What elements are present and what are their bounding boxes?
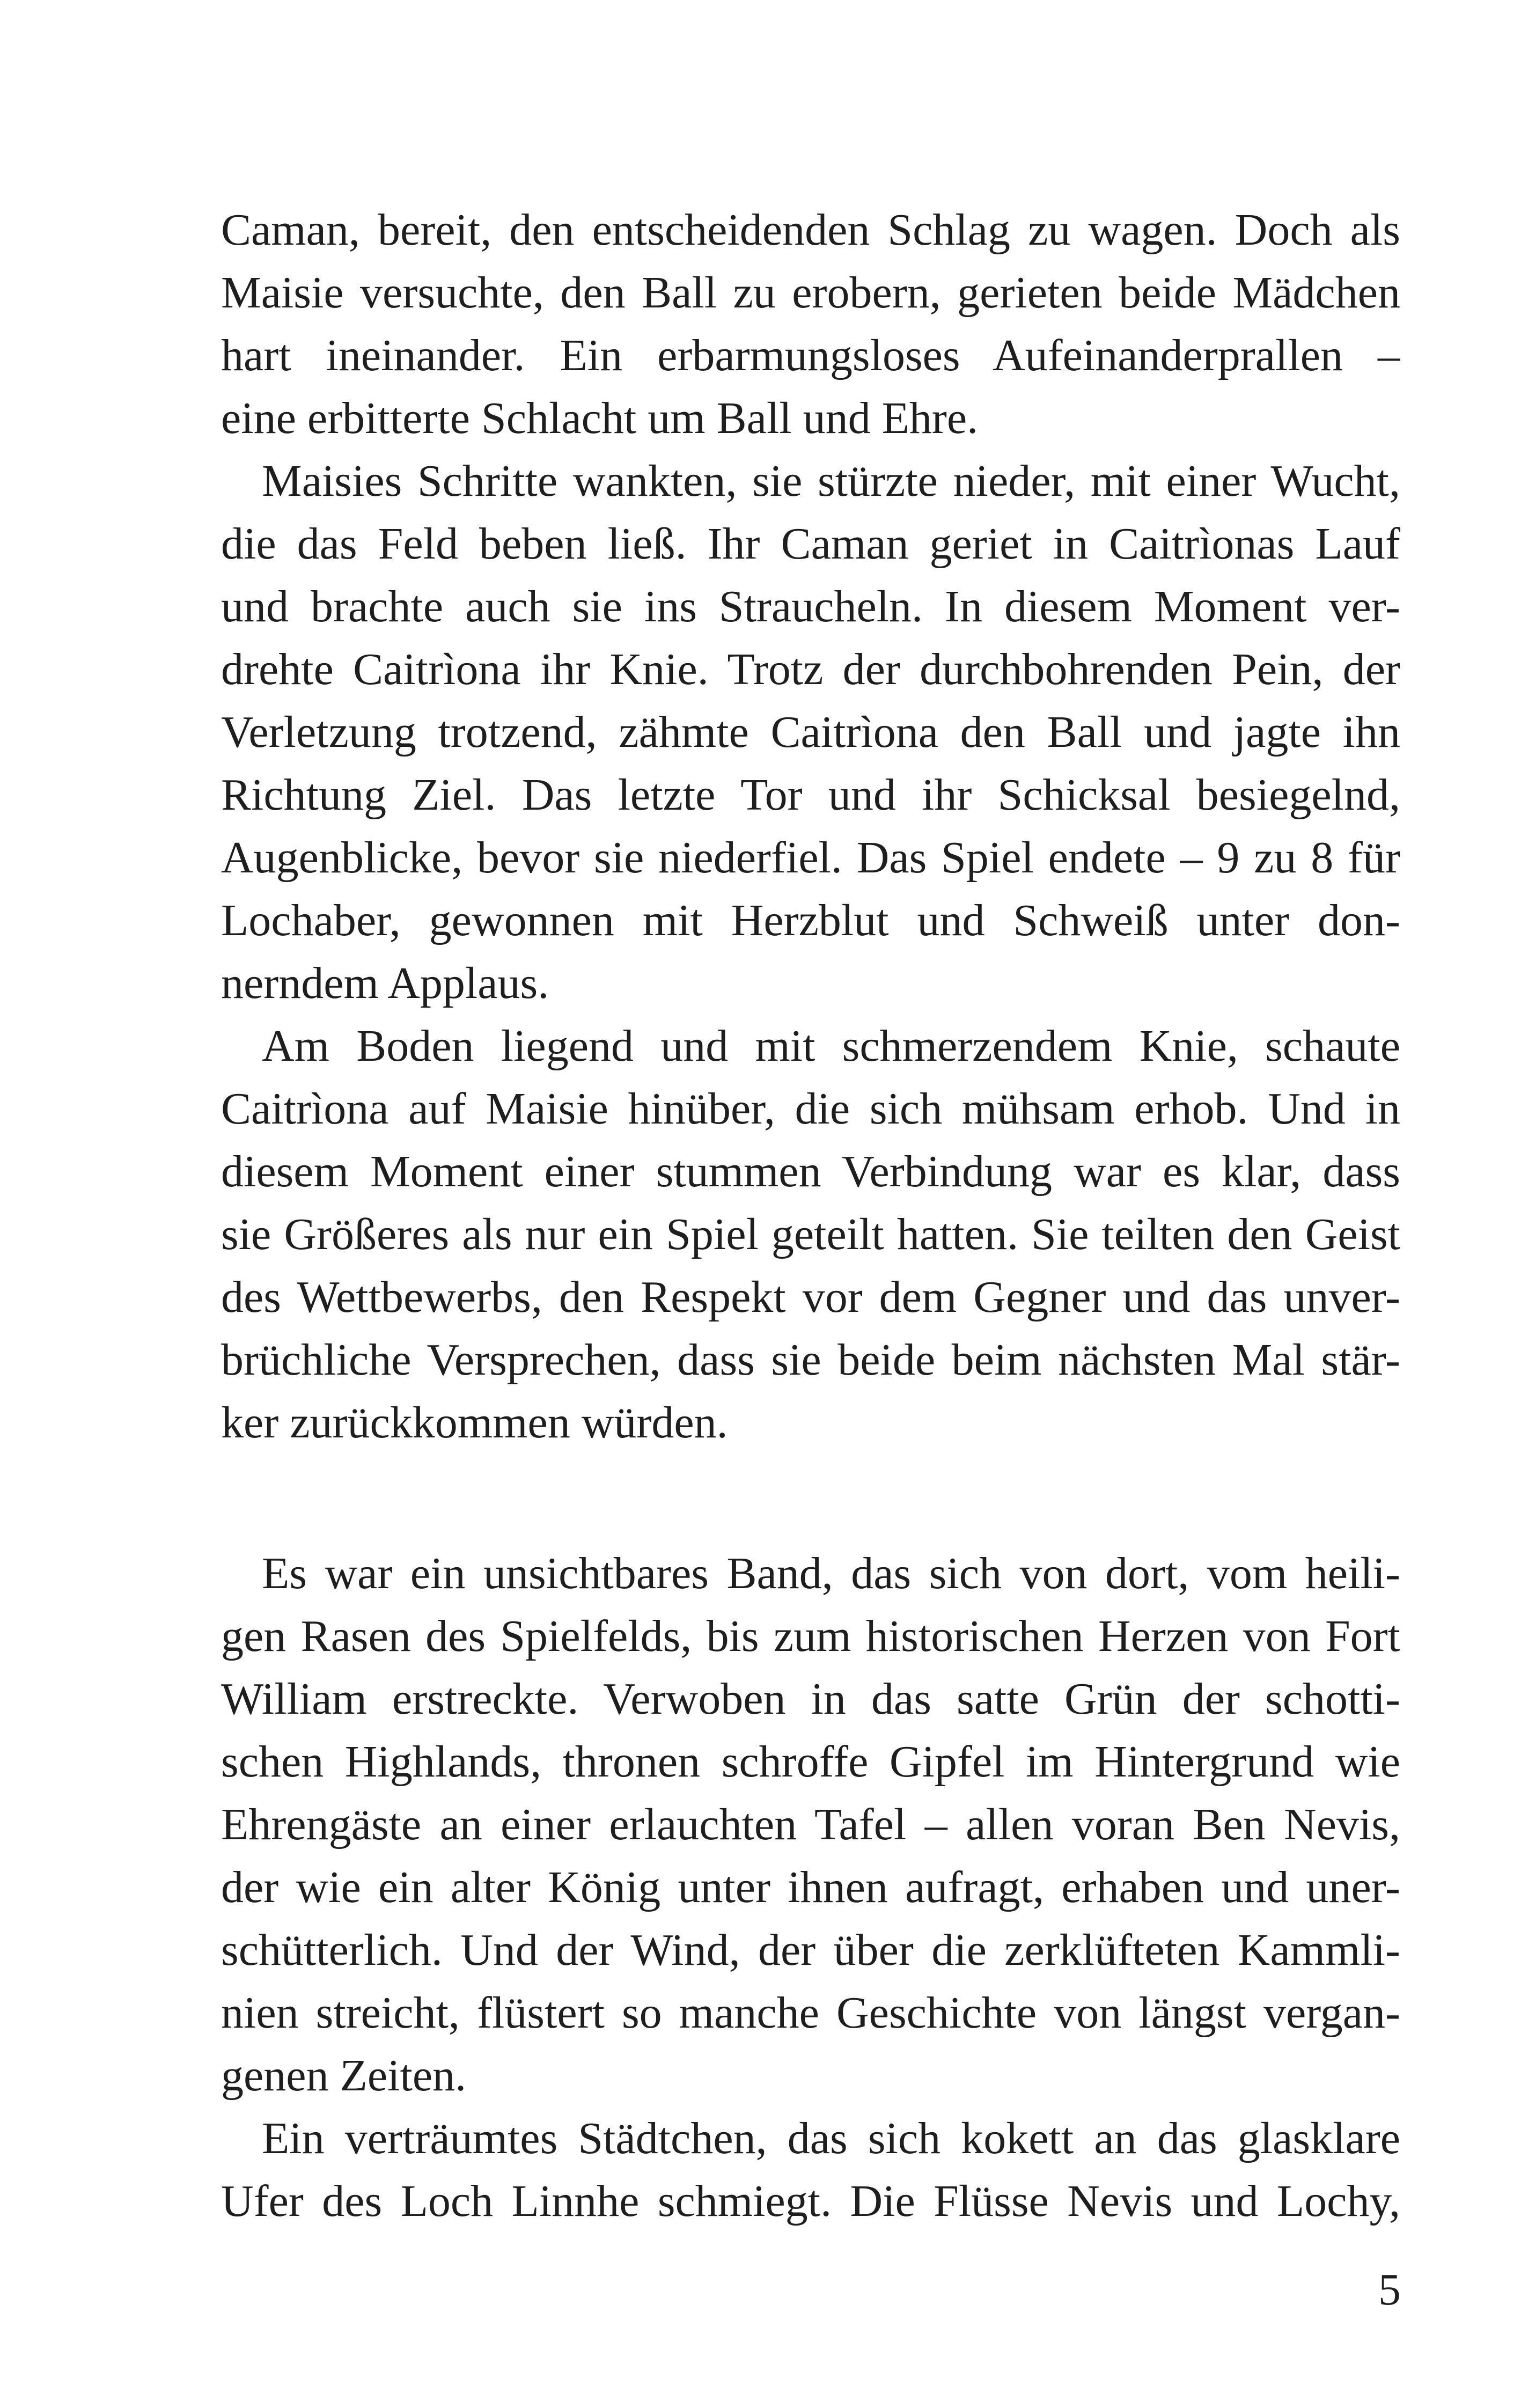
- page-number: 5: [1378, 2265, 1401, 2315]
- page-body: [221, 199, 1400, 2233]
- text-line: Augenblicke, bevor sie niederfiel. Das Spiel endete – 9 zu 8 für: [221, 833, 1400, 883]
- text-line: eine erbitterte Schlacht um Ball und Ehre.: [221, 393, 979, 443]
- paragraph-5: [221, 2107, 1400, 2233]
- text-line: des Wettbewerbs, den Respekt vor dem Gegner und das unver-: [221, 1272, 1400, 1322]
- text-line: gen Rasen des Spielfelds, bis zum historischen Herzen von Fort: [221, 1611, 1400, 1661]
- text-line: Am Boden liegend und mit schmerzendem Knie, schaute: [262, 1021, 1400, 1071]
- section-break: [221, 1454, 1400, 1542]
- text-line: schen Highlands, thronen schroffe Gipfel im Hintergrund wie: [221, 1737, 1400, 1787]
- paragraph-3: [221, 1015, 1400, 1454]
- text-line: genen Zeiten.: [221, 2051, 467, 2101]
- text-line: Richtung Ziel. Das letzte Tor und ihr Schicksal besiegelnd,: [221, 770, 1400, 820]
- paragraph-1: [221, 199, 1400, 450]
- text-line: Verletzung trotzend, zähmte Caitrìona den Ball und jagte ihn: [221, 707, 1400, 757]
- text-line: sie Größeres als nur ein Spiel geteilt hatten. Sie teilten den Geist: [221, 1209, 1400, 1259]
- text-line: Es war ein unsichtbares Band, das sich von dort, vom heili-: [262, 1548, 1400, 1598]
- text-line: Ufer des Loch Linnhe schmiegt. Die Flüsse Nevis und Lochy,: [221, 2176, 1400, 2226]
- paragraph-2: [221, 450, 1400, 1015]
- text-line: der wie ein alter König unter ihnen aufragt, erhaben und uner-: [221, 1862, 1400, 1912]
- text-line: brüchliche Versprechen, dass sie beide beim nächsten Mal stär-: [221, 1335, 1400, 1385]
- text-line: Lochaber, gewonnen mit Herzblut und Schweiß unter don-: [221, 895, 1400, 945]
- text-line: hart ineinander. Ein erbarmungsloses Aufeinanderprallen –: [221, 331, 1400, 380]
- text-line: ker zurückkommen würden.: [221, 1398, 728, 1448]
- paragraph-4: [221, 1542, 1400, 2107]
- text-line: Maisies Schritte wankten, sie stürzte nieder, mit einer Wucht,: [262, 456, 1400, 506]
- text-line: nien streicht, flüstert so manche Geschichte von längst vergan-: [221, 1988, 1400, 2038]
- text-line: nerndem Applaus.: [221, 958, 549, 1008]
- text-line: Caman, bereit, den entscheidenden Schlag zu wagen. Doch als: [221, 205, 1400, 255]
- text-line: William erstreckte. Verwoben in das satte Grün der schotti-: [221, 1674, 1400, 1724]
- text-line: Maisie versuchte, den Ball zu erobern, gerieten beide Mädchen: [221, 268, 1400, 318]
- text-line: Caitrìona auf Maisie hinüber, die sich mühsam erhob. Und in: [221, 1084, 1400, 1134]
- text-line: Ein verträumtes Städtchen, das sich kokett an das glasklare: [262, 2113, 1400, 2163]
- text-line: Ehrengäste an einer erlauchten Tafel – allen voran Ben Nevis,: [221, 1800, 1400, 1849]
- text-line: die das Feld beben ließ. Ihr Caman geriet in Caitrìonas Lauf: [221, 519, 1400, 569]
- text-line: und brachte auch sie ins Straucheln. In diesem Moment ver-: [221, 582, 1400, 632]
- text-line: diesem Moment einer stummen Verbindung war es klar, dass: [221, 1147, 1400, 1196]
- text-line: drehte Caitrìona ihr Knie. Trotz der durchbohrenden Pein, der: [221, 644, 1400, 694]
- text-line: schütterlich. Und der Wind, der über die zerklüfteten Kammli-: [221, 1925, 1400, 1975]
